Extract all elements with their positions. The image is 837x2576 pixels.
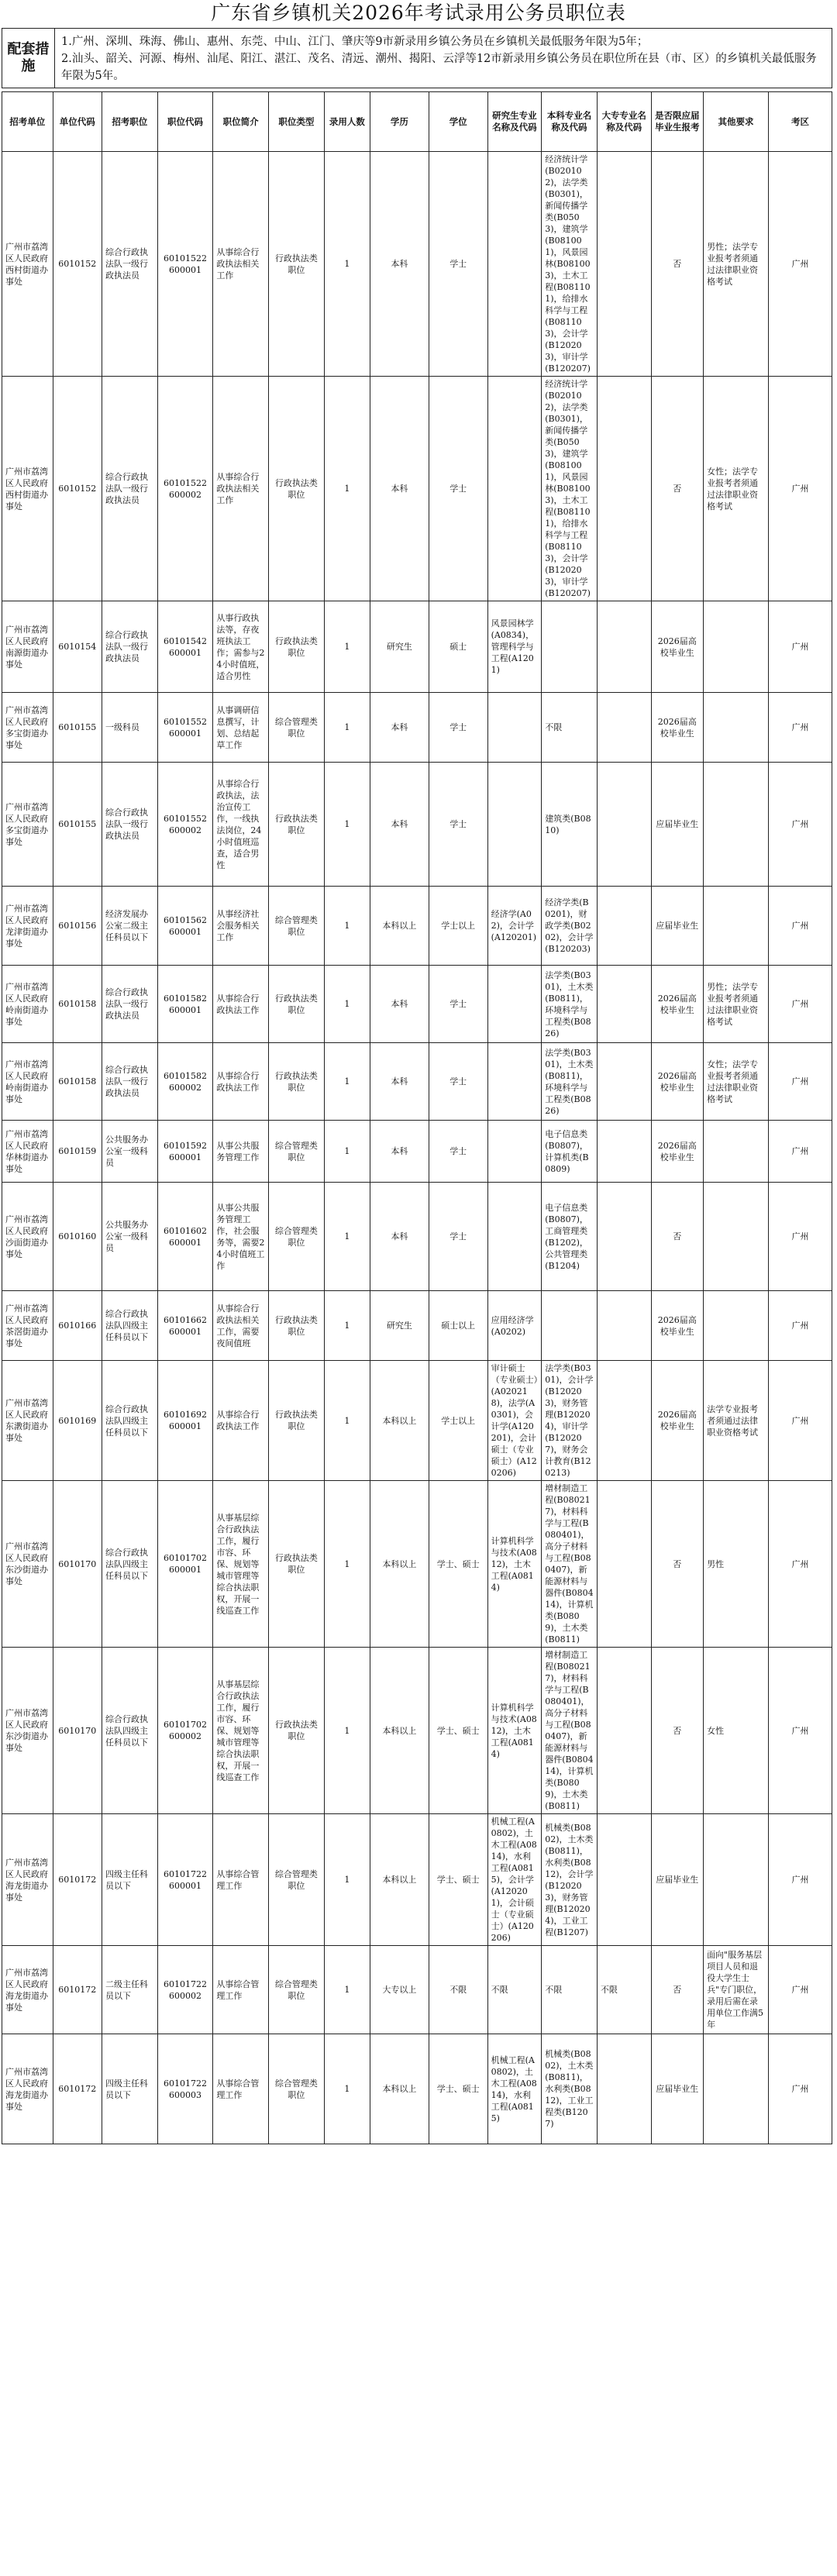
cell-intro: 从事综合管理工作 xyxy=(213,2034,269,2144)
cell-position: 公共服务办公室一级科员 xyxy=(102,1121,157,1183)
table-body xyxy=(2,152,832,2144)
column-header: 单位代码 xyxy=(53,92,102,152)
cell-fresh: 否 xyxy=(651,377,704,601)
cell-other xyxy=(704,1183,769,1291)
cell-position-code: 60101552600001 xyxy=(157,693,213,763)
cell-area: 广州 xyxy=(769,601,832,693)
cell-intro: 从事基层综合行政执法工作，履行市容、环保、规划等城市管理等综合执法职权，开展一线巡查工作 xyxy=(213,1481,269,1648)
column-header: 学历 xyxy=(370,92,429,152)
cell-fresh: 2026届高校毕业生 xyxy=(651,966,704,1043)
cell-other xyxy=(704,1121,769,1183)
cell-count: 1 xyxy=(324,601,370,693)
cell-unit: 广州市荔湾区人民政府南源街道办事处 xyxy=(2,601,53,693)
cell-type: 行政执法类职位 xyxy=(269,1481,325,1648)
cell-count: 1 xyxy=(324,1814,370,1946)
cell-intro: 从事行政执法等，存夜班执法工作；需参与24小时值班，适合男性 xyxy=(213,601,269,693)
column-header: 职位简介 xyxy=(213,92,269,152)
column-header: 学位 xyxy=(429,92,487,152)
cell-college xyxy=(597,763,651,887)
cell-area: 广州 xyxy=(769,1814,832,1946)
cell-count: 1 xyxy=(324,763,370,887)
cell-position-code: 60101592600001 xyxy=(157,1121,213,1183)
cell-position: 综合行政执法队一级行政执法员 xyxy=(102,377,157,601)
cell-edu: 研究生 xyxy=(370,1291,429,1361)
cell-edu: 本科 xyxy=(370,1121,429,1183)
cell-intro: 从事调研信息撰写，计划、总结起草工作 xyxy=(213,693,269,763)
cell-fresh: 否 xyxy=(651,1183,704,1291)
cell-degree: 硕士 xyxy=(429,601,487,693)
cell-position-code: 60101582600001 xyxy=(157,966,213,1043)
cell-unit-code: 6010159 xyxy=(53,1121,102,1183)
cell-grad xyxy=(487,152,542,377)
table-row xyxy=(2,1481,832,1648)
page-title: 广东省乡镇机关2026年考试录用公务员职位表 xyxy=(211,2,626,24)
cell-unit: 广州市荔湾区人民政府沙面街道办事处 xyxy=(2,1183,53,1291)
table-row xyxy=(2,763,832,887)
cell-degree: 学士以上 xyxy=(429,887,487,966)
cell-type: 综合管理类职位 xyxy=(269,1183,325,1291)
cell-grad xyxy=(487,693,542,763)
cell-position: 综合行政执法队四级主任科员以下 xyxy=(102,1481,157,1648)
cell-grad xyxy=(487,966,542,1043)
cell-intro: 从事综合行政执法工作 xyxy=(213,1361,269,1481)
column-header: 是否限应届毕业生报考 xyxy=(651,92,704,152)
cell-fresh: 应届毕业生 xyxy=(651,763,704,887)
cell-undergrad: 经济统计学(B020102)，法学类(B0301)，新闻传播学类(B0503)，建筑学(B081001)，风景园林(B081003)，土木工程(B081101)，给排水科学与工程(B081103)，会计学(B120203)，审计学(B120207) xyxy=(542,152,598,377)
cell-grad xyxy=(487,1183,542,1291)
cell-position: 公共服务办公室一级科员 xyxy=(102,1183,157,1291)
cell-undergrad: 机械类(B0802)，土木类(B0811)，水利类(B0812)，工业工程类(B1207) xyxy=(542,2034,598,2144)
cell-undergrad xyxy=(542,1291,598,1361)
cell-position: 经济发展办公室二级主任科员以下 xyxy=(102,887,157,966)
cell-type: 综合管理类职位 xyxy=(269,693,325,763)
cell-other: 女性；法学专业报考者须通过法律职业资格考试 xyxy=(704,1043,769,1121)
cell-position: 综合行政执法队一级行政执法员 xyxy=(102,152,157,377)
cell-count: 1 xyxy=(324,1481,370,1648)
cell-unit-code: 6010172 xyxy=(53,2034,102,2144)
cell-college xyxy=(597,1043,651,1121)
cell-unit: 广州市荔湾区人民政府岭南街道办事处 xyxy=(2,966,53,1043)
cell-area: 广州 xyxy=(769,763,832,887)
column-header: 本科专业名称及代码 xyxy=(542,92,598,152)
table-row xyxy=(2,1648,832,1814)
cell-count: 1 xyxy=(324,2034,370,2144)
cell-fresh: 2026届高校毕业生 xyxy=(651,1291,704,1361)
cell-college xyxy=(597,887,651,966)
cell-intro: 从事综合行政执法相关工作 xyxy=(213,377,269,601)
cell-college xyxy=(597,1648,651,1814)
cell-position-code: 60101702600002 xyxy=(157,1648,213,1814)
cell-type: 综合管理类职位 xyxy=(269,887,325,966)
cell-edu: 本科 xyxy=(370,693,429,763)
cell-undergrad: 不限 xyxy=(542,1946,598,2034)
cell-grad: 经济学(A02)，会计学(A120201) xyxy=(487,887,542,966)
column-header: 考区 xyxy=(769,92,832,152)
cell-fresh: 应届毕业生 xyxy=(651,1814,704,1946)
cell-college xyxy=(597,1481,651,1648)
cell-degree: 学士 xyxy=(429,377,487,601)
table-row xyxy=(2,1121,832,1183)
notes-box xyxy=(2,28,832,88)
cell-other: 面向"服务基层项目人员和退役大学生士兵"专门职位，录用后需在录用单位工作满5年 xyxy=(704,1946,769,2034)
cell-count: 1 xyxy=(324,152,370,377)
cell-grad: 计算机科学与技术(A0812)，土木工程(A0814) xyxy=(487,1481,542,1648)
cell-unit-code: 6010154 xyxy=(53,601,102,693)
cell-unit-code: 6010170 xyxy=(53,1481,102,1648)
table-row xyxy=(2,1814,832,1946)
cell-college xyxy=(597,601,651,693)
cell-other xyxy=(704,1814,769,1946)
cell-unit-code: 6010166 xyxy=(53,1291,102,1361)
cell-position-code: 60101692600001 xyxy=(157,1361,213,1481)
cell-college xyxy=(597,1183,651,1291)
cell-college: 不限 xyxy=(597,1946,651,2034)
cell-undergrad: 经济统计学(B020102)，法学类(B0301)，新闻传播学类(B0503)，建筑学(B081001)，风景园林(B081003)，土木工程(B081101)，给排水科学与工程(B081103)，会计学(B120203)，审计学(B120207) xyxy=(542,377,598,601)
cell-area: 广州 xyxy=(769,1361,832,1481)
cell-unit-code: 6010152 xyxy=(53,152,102,377)
cell-position: 四级主任科员以下 xyxy=(102,1814,157,1946)
cell-count: 1 xyxy=(324,1648,370,1814)
cell-area: 广州 xyxy=(769,1121,832,1183)
cell-area: 广州 xyxy=(769,1481,832,1648)
cell-type: 行政执法类职位 xyxy=(269,763,325,887)
cell-count: 1 xyxy=(324,1043,370,1121)
cell-unit-code: 6010172 xyxy=(53,1814,102,1946)
cell-unit: 广州市荔湾区人民政府龙津街道办事处 xyxy=(2,887,53,966)
cell-edu: 大专以上 xyxy=(370,1946,429,2034)
cell-area: 广州 xyxy=(769,966,832,1043)
cell-intro: 从事综合行政执法相关工作，需要夜间值班 xyxy=(213,1291,269,1361)
cell-fresh: 否 xyxy=(651,1648,704,1814)
cell-grad xyxy=(487,763,542,887)
cell-position-code: 60101522600001 xyxy=(157,152,213,377)
cell-type: 行政执法类职位 xyxy=(269,1648,325,1814)
cell-intro: 从事综合行政执法工作 xyxy=(213,966,269,1043)
cell-grad: 审计硕士（专业硕士）(A020218)，法学(A0301)，会计学(A120201)，会计硕士（专业硕士）(A120206) xyxy=(487,1361,542,1481)
table-row xyxy=(2,1043,832,1121)
cell-position-code: 60101542600001 xyxy=(157,601,213,693)
cell-edu: 本科 xyxy=(370,966,429,1043)
cell-unit: 广州市荔湾区人民政府茶滘街道办事处 xyxy=(2,1291,53,1361)
cell-position-code: 60101722600003 xyxy=(157,2034,213,2144)
cell-college xyxy=(597,377,651,601)
cell-unit: 广州市荔湾区人民政府多宝街道办事处 xyxy=(2,693,53,763)
notes-line: 2.汕头、韶关、河源、梅州、汕尾、阳江、湛江、茂名、清远、潮州、揭阳、云浮等12市新录用乡镇公务员在职位所在县（市、区）的乡镇机关最低服务年限为5年。 xyxy=(61,53,817,82)
column-header: 其他要求 xyxy=(704,92,769,152)
cell-position: 综合行政执法队一级行政执法员 xyxy=(102,1043,157,1121)
cell-degree: 学士 xyxy=(429,1183,487,1291)
cell-position-code: 60101522600002 xyxy=(157,377,213,601)
cell-intro: 从事基层综合行政执法工作，履行市容、环保、规划等城市管理等综合执法职权，开展一线巡查工作 xyxy=(213,1648,269,1814)
cell-position-code: 60101562600001 xyxy=(157,887,213,966)
table-row xyxy=(2,887,832,966)
cell-unit-code: 6010170 xyxy=(53,1648,102,1814)
cell-college xyxy=(597,1814,651,1946)
cell-count: 1 xyxy=(324,693,370,763)
cell-unit: 广州市荔湾区人民政府东漖街道办事处 xyxy=(2,1361,53,1481)
cell-unit-code: 6010152 xyxy=(53,377,102,601)
cell-unit-code: 6010169 xyxy=(53,1361,102,1481)
cell-edu: 研究生 xyxy=(370,601,429,693)
cell-grad: 风景园林学(A0834)，管理科学与工程(A1201) xyxy=(487,601,542,693)
cell-area: 广州 xyxy=(769,377,832,601)
cell-undergrad xyxy=(542,601,598,693)
cell-intro: 从事综合管理工作 xyxy=(213,1946,269,2034)
cell-unit: 广州市荔湾区人民政府西村街道办事处 xyxy=(2,152,53,377)
cell-edu: 本科 xyxy=(370,763,429,887)
cell-count: 1 xyxy=(324,887,370,966)
cell-other: 男性；法学专业报考者须通过法律职业资格考试 xyxy=(704,966,769,1043)
cell-type: 综合管理类职位 xyxy=(269,1946,325,2034)
cell-grad: 计算机科学与技术(A0812)，土木工程(A0814) xyxy=(487,1648,542,1814)
cell-degree: 不限 xyxy=(429,1946,487,2034)
cell-other xyxy=(704,763,769,887)
cell-undergrad: 不限 xyxy=(542,693,598,763)
cell-edu: 本科以上 xyxy=(370,2034,429,2144)
cell-count: 1 xyxy=(324,1121,370,1183)
cell-count: 1 xyxy=(324,1361,370,1481)
cell-degree: 学士 xyxy=(429,152,487,377)
cell-unit-code: 6010155 xyxy=(53,763,102,887)
cell-position-code: 60101602600001 xyxy=(157,1183,213,1291)
cell-fresh: 2026届高校毕业生 xyxy=(651,1043,704,1121)
cell-position-code: 60101552600002 xyxy=(157,763,213,887)
column-header: 招考职位 xyxy=(102,92,157,152)
cell-grad: 应用经济学(A0202) xyxy=(487,1291,542,1361)
cell-grad: 机械工程(A0802)，土木工程(A0814)，水利工程(A0815) xyxy=(487,2034,542,2144)
cell-edu: 本科 xyxy=(370,152,429,377)
cell-area: 广州 xyxy=(769,693,832,763)
cell-unit: 广州市荔湾区人民政府岭南街道办事处 xyxy=(2,1043,53,1121)
cell-position: 四级主任科员以下 xyxy=(102,2034,157,2144)
cell-degree: 学士、硕士 xyxy=(429,1648,487,1814)
cell-count: 1 xyxy=(324,966,370,1043)
cell-position-code: 60101702600001 xyxy=(157,1481,213,1648)
cell-position-code: 60101722600001 xyxy=(157,1814,213,1946)
cell-unit-code: 6010155 xyxy=(53,693,102,763)
cell-type: 行政执法类职位 xyxy=(269,601,325,693)
cell-unit: 广州市荔湾区人民政府多宝街道办事处 xyxy=(2,763,53,887)
table-row xyxy=(2,2034,832,2144)
cell-undergrad: 增材制造工程(B080217)，材料科学与工程(B080401)，高分子材料与工程(B080407)，新能源材料与器件(B080414)，计算机类(B0809)，土木类(B0811) xyxy=(542,1648,598,1814)
cell-unit-code: 6010158 xyxy=(53,966,102,1043)
cell-other: 男性 xyxy=(704,1481,769,1648)
cell-position-code: 60101722600002 xyxy=(157,1946,213,2034)
cell-grad: 机械工程(A0802)，土木工程(A0814)，水利工程(A0815)，会计学(A120201)，会计硕士（专业硕士）(A120206) xyxy=(487,1814,542,1946)
cell-edu: 本科 xyxy=(370,377,429,601)
cell-undergrad: 电子信息类(B0807)，计算机类(B0809) xyxy=(542,1121,598,1183)
positions-table xyxy=(2,91,832,2144)
cell-edu: 本科以上 xyxy=(370,1648,429,1814)
cell-other xyxy=(704,693,769,763)
cell-intro: 从事综合行政执法工作 xyxy=(213,1043,269,1121)
cell-fresh: 否 xyxy=(651,152,704,377)
cell-college xyxy=(597,1121,651,1183)
cell-grad: 不限 xyxy=(487,1946,542,2034)
cell-undergrad: 增材制造工程(B080217)，材料科学与工程(B080401)，高分子材料与工程(B080407)，新能源材料与器件(B080414)，计算机类(B0809)，土木类(B0811) xyxy=(542,1481,598,1648)
cell-degree: 硕士以上 xyxy=(429,1291,487,1361)
cell-unit: 广州市荔湾区人民政府海龙街道办事处 xyxy=(2,2034,53,2144)
cell-type: 行政执法类职位 xyxy=(269,377,325,601)
cell-fresh: 2026届高校毕业生 xyxy=(651,1121,704,1183)
cell-degree: 学士以上 xyxy=(429,1361,487,1481)
cell-type: 综合管理类职位 xyxy=(269,1121,325,1183)
cell-college xyxy=(597,2034,651,2144)
cell-degree: 学士 xyxy=(429,1121,487,1183)
cell-intro: 从事综合行政执法，法治宣传工作，一线执法岗位，24小时值班巡查，适合男性 xyxy=(213,763,269,887)
cell-degree: 学士、硕士 xyxy=(429,1814,487,1946)
cell-intro: 从事综合管理工作 xyxy=(213,1814,269,1946)
cell-area: 广州 xyxy=(769,1043,832,1121)
cell-area: 广州 xyxy=(769,1648,832,1814)
cell-area: 广州 xyxy=(769,1183,832,1291)
cell-position-code: 60101582600002 xyxy=(157,1043,213,1121)
cell-fresh: 2026届高校毕业生 xyxy=(651,601,704,693)
table-row xyxy=(2,377,832,601)
cell-type: 行政执法类职位 xyxy=(269,1361,325,1481)
notes-label: 配套措施 xyxy=(2,29,55,88)
cell-college xyxy=(597,1291,651,1361)
cell-edu: 本科 xyxy=(370,1043,429,1121)
column-header: 录用人数 xyxy=(324,92,370,152)
table-row xyxy=(2,1946,832,2034)
cell-degree: 学士 xyxy=(429,966,487,1043)
cell-other xyxy=(704,1291,769,1361)
cell-grad xyxy=(487,1121,542,1183)
cell-degree: 学士 xyxy=(429,693,487,763)
cell-position: 一级科员 xyxy=(102,693,157,763)
cell-area: 广州 xyxy=(769,152,832,377)
cell-edu: 本科以上 xyxy=(370,1814,429,1946)
cell-unit-code: 6010172 xyxy=(53,1946,102,2034)
column-header: 职位类型 xyxy=(269,92,325,152)
cell-other: 男性；法学专业报考者须通过法律职业资格考试 xyxy=(704,152,769,377)
column-header: 招考单位 xyxy=(2,92,53,152)
column-header: 大专专业名称及代码 xyxy=(597,92,651,152)
cell-unit-code: 6010158 xyxy=(53,1043,102,1121)
notes-line: 1.广州、深圳、珠海、佛山、惠州、东莞、中山、江门、肇庆等9市新录用乡镇公务员在乡镇机关最低服务年限为5年； xyxy=(61,36,649,48)
cell-other: 女性；法学专业报考者须通过法律职业资格考试 xyxy=(704,377,769,601)
cell-area: 广州 xyxy=(769,887,832,966)
cell-type: 行政执法类职位 xyxy=(269,152,325,377)
cell-unit: 广州市荔湾区人民政府西村街道办事处 xyxy=(2,377,53,601)
table-row xyxy=(2,1183,832,1291)
cell-position: 二级主任科员以下 xyxy=(102,1946,157,2034)
cell-other xyxy=(704,887,769,966)
cell-count: 1 xyxy=(324,1183,370,1291)
cell-unit: 广州市荔湾区人民政府海龙街道办事处 xyxy=(2,1946,53,2034)
cell-count: 1 xyxy=(324,377,370,601)
cell-undergrad: 经济学类(B0201)，财政学类(B0202)，会计学(B120203) xyxy=(542,887,598,966)
cell-undergrad: 法学类(B0301)，土木类(B0811)，环境科学与工程类(B0826) xyxy=(542,1043,598,1121)
cell-college xyxy=(597,1361,651,1481)
cell-unit: 广州市荔湾区人民政府华林街道办事处 xyxy=(2,1121,53,1183)
cell-edu: 本科以上 xyxy=(370,887,429,966)
cell-unit: 广州市荔湾区人民政府东沙街道办事处 xyxy=(2,1481,53,1648)
cell-fresh: 否 xyxy=(651,1481,704,1648)
cell-position: 综合行政执法队四级主任科员以下 xyxy=(102,1361,157,1481)
cell-position: 综合行政执法队一级行政执法员 xyxy=(102,763,157,887)
cell-unit: 广州市荔湾区人民政府海龙街道办事处 xyxy=(2,1814,53,1946)
table-row xyxy=(2,601,832,693)
cell-type: 行政执法类职位 xyxy=(269,966,325,1043)
cell-degree: 学士、硕士 xyxy=(429,1481,487,1648)
notes-text xyxy=(55,29,832,88)
cell-fresh: 2026届高校毕业生 xyxy=(651,1361,704,1481)
table-row xyxy=(2,1361,832,1481)
cell-type: 行政执法类职位 xyxy=(269,1043,325,1121)
cell-position: 综合行政执法队一级行政执法员 xyxy=(102,601,157,693)
cell-other xyxy=(704,2034,769,2144)
cell-area: 广州 xyxy=(769,2034,832,2144)
cell-intro: 从事公共服务管理工作 xyxy=(213,1121,269,1183)
cell-fresh: 应届毕业生 xyxy=(651,887,704,966)
cell-degree: 学士、硕士 xyxy=(429,2034,487,2144)
cell-intro: 从事公共服务管理工作，社会服务等，需要24小时值班工作 xyxy=(213,1183,269,1291)
cell-grad xyxy=(487,377,542,601)
cell-intro: 从事综合行政执法相关工作 xyxy=(213,152,269,377)
cell-grad xyxy=(487,1043,542,1121)
cell-undergrad: 法学类(B0301)，土木类(B0811)，环境科学与工程类(B0826) xyxy=(542,966,598,1043)
cell-type: 综合管理类职位 xyxy=(269,2034,325,2144)
cell-count: 1 xyxy=(324,1946,370,2034)
cell-undergrad: 建筑类(B0810) xyxy=(542,763,598,887)
cell-college xyxy=(597,693,651,763)
cell-area: 广州 xyxy=(769,1946,832,2034)
cell-fresh: 应届毕业生 xyxy=(651,2034,704,2144)
cell-position-code: 60101662600001 xyxy=(157,1291,213,1361)
table-row xyxy=(2,693,832,763)
cell-other: 法学专业报考者须通过法律职业资格考试 xyxy=(704,1361,769,1481)
table-header-row xyxy=(2,92,832,152)
column-header: 职位代码 xyxy=(157,92,213,152)
cell-other: 女性 xyxy=(704,1648,769,1814)
cell-undergrad: 法学类(B0301)，会计学(B120203)，财务管理(B120204)，审计学(B120207)，财务会计教育(B120213) xyxy=(542,1361,598,1481)
cell-type: 综合管理类职位 xyxy=(269,1814,325,1946)
cell-position: 综合行政执法队四级主任科员以下 xyxy=(102,1648,157,1814)
cell-edu: 本科以上 xyxy=(370,1361,429,1481)
column-header: 研究生专业名称及代码 xyxy=(487,92,542,152)
cell-other xyxy=(704,601,769,693)
cell-degree: 学士 xyxy=(429,763,487,887)
cell-fresh: 2026届高校毕业生 xyxy=(651,693,704,763)
cell-degree: 学士 xyxy=(429,1043,487,1121)
cell-edu: 本科以上 xyxy=(370,1481,429,1648)
cell-undergrad: 电子信息类(B0807)，工商管理类(B1202)，公共管理类(B1204) xyxy=(542,1183,598,1291)
cell-type: 行政执法类职位 xyxy=(269,1291,325,1361)
table-row xyxy=(2,152,832,377)
cell-intro: 从事经济社会服务相关工作 xyxy=(213,887,269,966)
cell-position: 综合行政执法队四级主任科员以下 xyxy=(102,1291,157,1361)
cell-edu: 本科 xyxy=(370,1183,429,1291)
cell-area: 广州 xyxy=(769,1291,832,1361)
cell-fresh: 否 xyxy=(651,1946,704,2034)
cell-college xyxy=(597,152,651,377)
cell-unit: 广州市荔湾区人民政府东沙街道办事处 xyxy=(2,1648,53,1814)
cell-unit-code: 6010156 xyxy=(53,887,102,966)
cell-college xyxy=(597,966,651,1043)
cell-position: 综合行政执法队一级行政执法员 xyxy=(102,966,157,1043)
table-row xyxy=(2,1291,832,1361)
cell-undergrad: 机械类(B0802)，土木类(B0811)，水利类(B0812)，会计学(B120203)，财务管理(B120204)，工业工程(B1207) xyxy=(542,1814,598,1946)
table-row xyxy=(2,966,832,1043)
cell-count: 1 xyxy=(324,1291,370,1361)
cell-unit-code: 6010160 xyxy=(53,1183,102,1291)
